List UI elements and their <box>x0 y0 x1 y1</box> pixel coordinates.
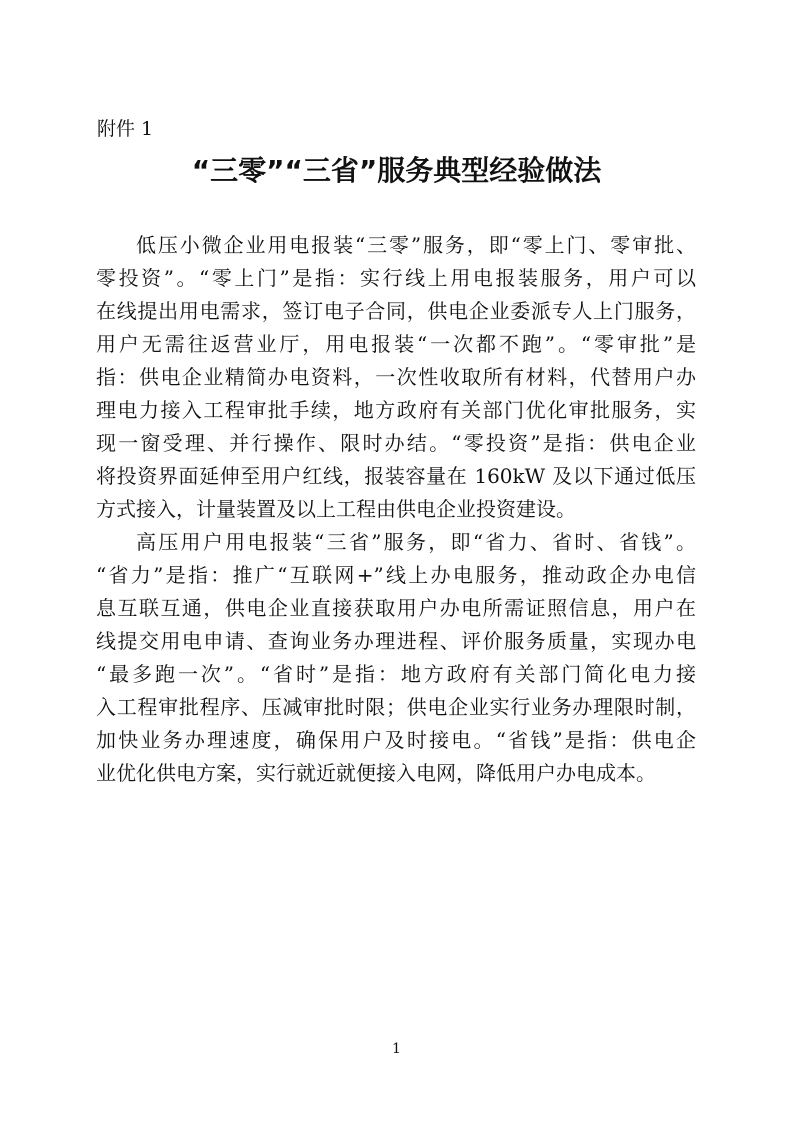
text-line: 将投资界面延伸至用户红线，报装容量在 160kW 及以下通过低压 <box>96 464 696 488</box>
text-line: 方式接入，计量装置及以上工程由供电企业投资建设。 <box>96 497 576 521</box>
text-line: 理电力接入工程审批手续，地方政府有关部门优化审批服务，实 <box>96 398 696 422</box>
paragraph-three-zero <box>96 229 696 526</box>
text-line: 用户无需往返营业厅，用电报装“一次都不跑”。“零审批”是 <box>96 332 696 356</box>
text-line: “最多跑一次”。“省时”是指：地方政府有关部门简化电力接 <box>96 662 696 686</box>
page-number: 1 <box>392 1041 401 1057</box>
text-line: 加快业务办理速度，确保用户及时接电。“省钱”是指：供电企 <box>96 728 696 752</box>
paragraph-three-save <box>96 526 696 790</box>
text-line: 在线提出用电需求，签订电子合同，供电企业委派专人上门服务， <box>96 299 696 323</box>
text-line: 高压用户用电报装“三省”服务，即“省力、省时、省钱”。 <box>136 530 696 554</box>
text-line: 息互联互通，供电企业直接获取用户办电所需证照信息，用户在 <box>96 596 696 620</box>
document-body <box>96 229 696 790</box>
text-line: 指：供电企业精简办电资料，一次性收取所有材料，代替用户办 <box>96 365 696 389</box>
attachment-label: 附件 1 <box>97 118 154 140</box>
text-line: “省力”是指：推广“互联网+”线上办电服务，推动政企办电信 <box>96 563 696 587</box>
page-title: “三零”“三省”服务典型经验做法 <box>191 154 602 187</box>
text-line: 入工程审批程序、压减审批时限；供电企业实行业务办理限时制， <box>96 695 696 719</box>
text-line: 零投资”。“零上门”是指：实行线上用电报装服务，用户可以 <box>96 266 696 290</box>
text-line: 业优化供电方案，实行就近就便接入电网，降低用户办电成本。 <box>96 761 656 785</box>
text-line: 现一窗受理、并行操作、限时办结。“零投资”是指：供电企业 <box>96 431 696 455</box>
text-line: 线提交用电申请、查询业务办理进程、评价服务质量，实现办电 <box>96 629 696 653</box>
text-line: 低压小微企业用电报装“三零”服务，即“零上门、零审批、 <box>136 233 696 257</box>
